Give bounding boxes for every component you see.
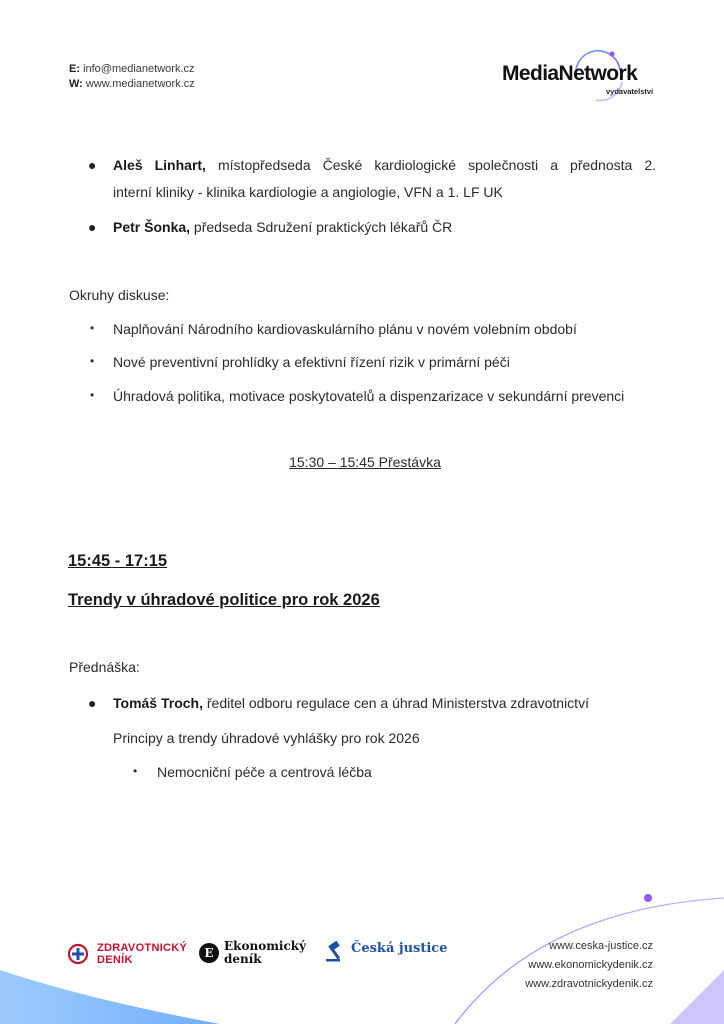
contact-block [69,62,195,92]
speaker-name: Tomáš Troch, [113,695,203,711]
email-line [69,62,195,77]
medianetwork-logo: MediaNetwork [502,62,638,85]
brand-zd-line1: ZDRAVOTNICKÝ [97,942,188,954]
lecture-label: Přednáška: [69,659,140,675]
brand-zd-line2: DENÍK [97,954,133,966]
speaker-sonka [113,217,452,237]
speaker-troch [113,693,589,713]
footer-link[interactable]: www.zdravotnickydenik.cz [525,978,653,990]
break-time: 15:30 – 15:45 Přestávka [289,454,441,470]
speaker-role: předseda Sdružení praktických lékařů ČR [193,219,453,235]
web-label: W: [69,78,83,90]
bullet-dot: • [90,354,95,368]
discussion-item: Úhradová politika, motivace poskytovatelů a dispenzarizace v sekundární prevenci [113,388,625,404]
bullet-dot: • [90,388,95,402]
bullet-dot: ● [88,695,97,711]
svg-text:E: E [204,946,214,960]
brand-ed-line2: deník [224,952,262,966]
bullet-dot: ● [88,157,97,173]
lecture-subitem: Nemocniční péče a centrová léčba [157,764,372,780]
brand-cj-name: Česká justice [351,941,448,956]
session-time: 15:45 - 17:15 [68,552,168,570]
medianetwork-logo-sub: vydavatelství [606,87,654,96]
speaker-name: Aleš Linhart, [113,157,206,173]
footer-link[interactable]: www.ekonomickydenik.cz [528,959,653,971]
discussion-item: Nové preventivní prohlídky a efektivní řízení rizik v primární péči [113,354,510,370]
bullet-dot: • [133,764,138,778]
speaker-linhart-line2: interní kliniky - klinika kardiologie a angiologie, VFN a 1. LF UK [113,184,503,200]
speaker-linhart-line1 [113,155,656,175]
brand-ed-line1: Ekonomický [224,939,307,953]
web-line [69,77,195,92]
speaker-role: ředitel odboru regulace cen a úhrad Ministerstva zdravotnictví [206,695,589,711]
speaker-role: místopředseda České kardiologické společnosti a přednosta 2. [218,157,657,173]
web-link[interactable]: www.medianetwork.cz [85,78,195,90]
speaker-name: Petr Šonka, [113,219,191,235]
ed-e-icon [198,942,220,964]
lecture-topic: Principy a trendy úhradové vyhlášky pro rok 2026 [113,730,420,746]
discussion-item: Naplňování Národního kardiovaskulárního plánu v novém volebním období [113,321,577,337]
bullet-dot: • [90,321,95,335]
gavel-icon [325,940,349,962]
email-label: E: [69,63,80,75]
zd-cross-icon [67,943,89,965]
email-link[interactable]: info@medianetwork.cz [83,63,195,75]
session-title: Trendy v úhradové politice pro rok 2026 [68,591,380,609]
discussion-label: Okruhy diskuse: [69,287,170,303]
footer-link[interactable]: www.ceska-justice.cz [549,940,653,952]
bullet-dot: ● [88,219,97,235]
footer-links [525,937,653,994]
